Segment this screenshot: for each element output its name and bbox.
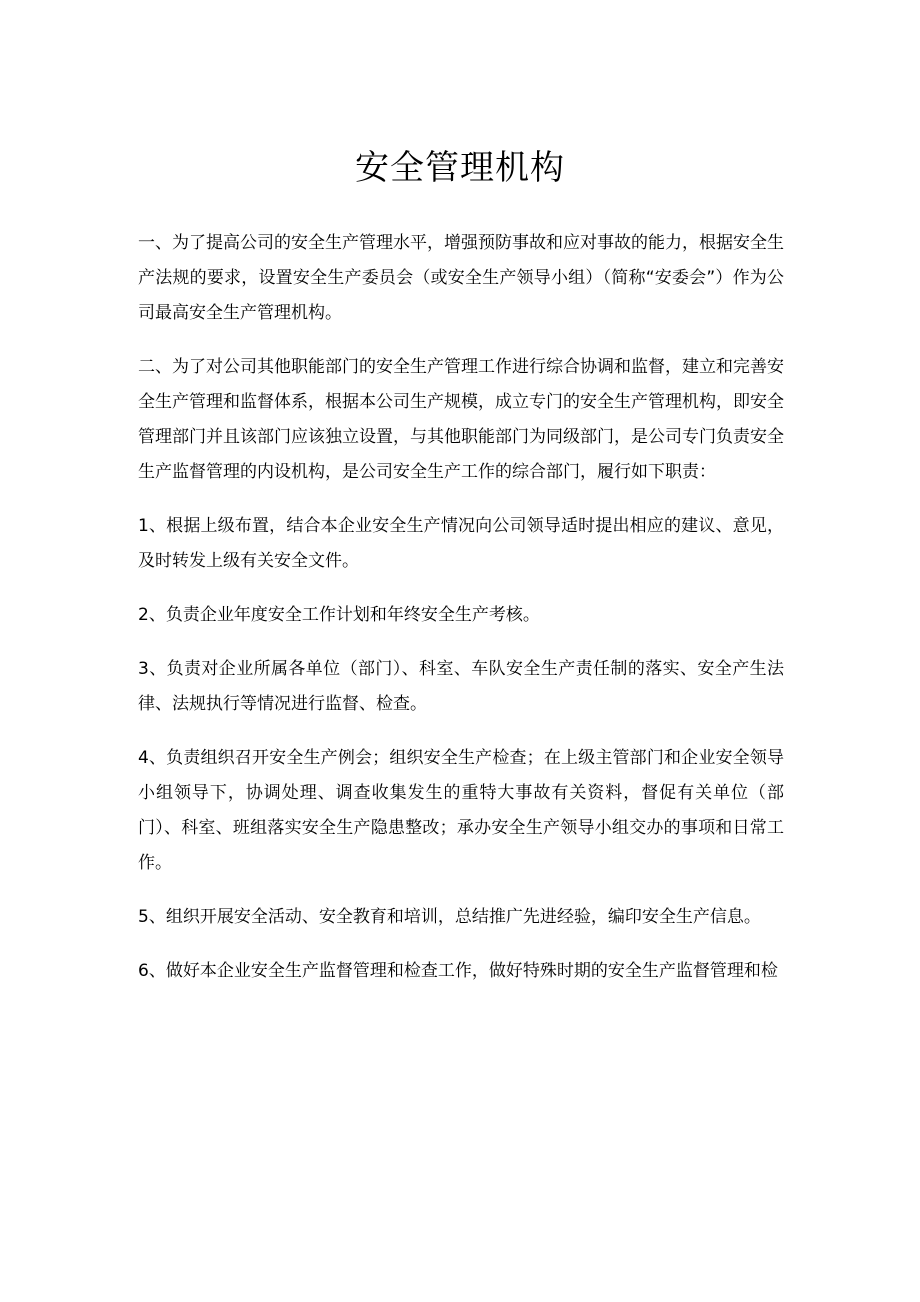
paragraph-7: 5、组织开展安全活动、安全教育和培训，总结推广先进经验，编印安全生产信息。 — [138, 907, 761, 927]
paragraph-4: 2、负责企业年度安全工作计划和年终安全生产考核。 — [138, 605, 540, 625]
paragraph-3: 1、根据上级布置，结合本企业安全生产情况向公司领导适时提出相应的建议、意见，及时转发上级有关安全文件。 — [138, 516, 784, 571]
paragraph-1: 一、为了提高公司的安全生产管理水平，增强预防事故和应对事故的能力，根据安全生产法规的要求，设置安全生产委员会（或安全生产领导小组）（简称“安委会”）作为公司最高安全生产管理机构。 — [138, 233, 784, 323]
document-body — [138, 226, 784, 989]
paragraph-6: 4、负责组织召开安全生产例会；组织安全生产检查；在上级主管部门和企业安全领导小组领导下，协调处理、调查收集发生的重特大事故有关资料，督促有关单位（部门）、科室、班组落实安全生产隐患整改；承办安全生产领导小组交办的事项和日常工作。 — [138, 748, 784, 873]
document-title: 安全管理机构 — [355, 148, 565, 188]
paragraph-5: 3、负责对企业所属各单位（部门）、科室、车队安全生产责任制的落实、安全产生法律、法规执行等情况进行监督、检查。 — [138, 659, 784, 714]
paragraph-8: 6、做好本企业安全生产监督管理和检查工作，做好特殊时期的安全生产监督管理和检 — [138, 961, 778, 981]
paragraph-2: 二、为了对公司其他职能部门的安全生产管理工作进行综合协调和监督，建立和完善安全生产管理和监督体系，根据本公司生产规模，成立专门的安全生产管理机构，即安全管理部门并且该部门应该独立设置，与其他职能部门为同级部门，是公司专门负责安全生产监督管理的内设机构，是公司安全生产工作的综合部门，履行如下职责： — [138, 357, 784, 482]
